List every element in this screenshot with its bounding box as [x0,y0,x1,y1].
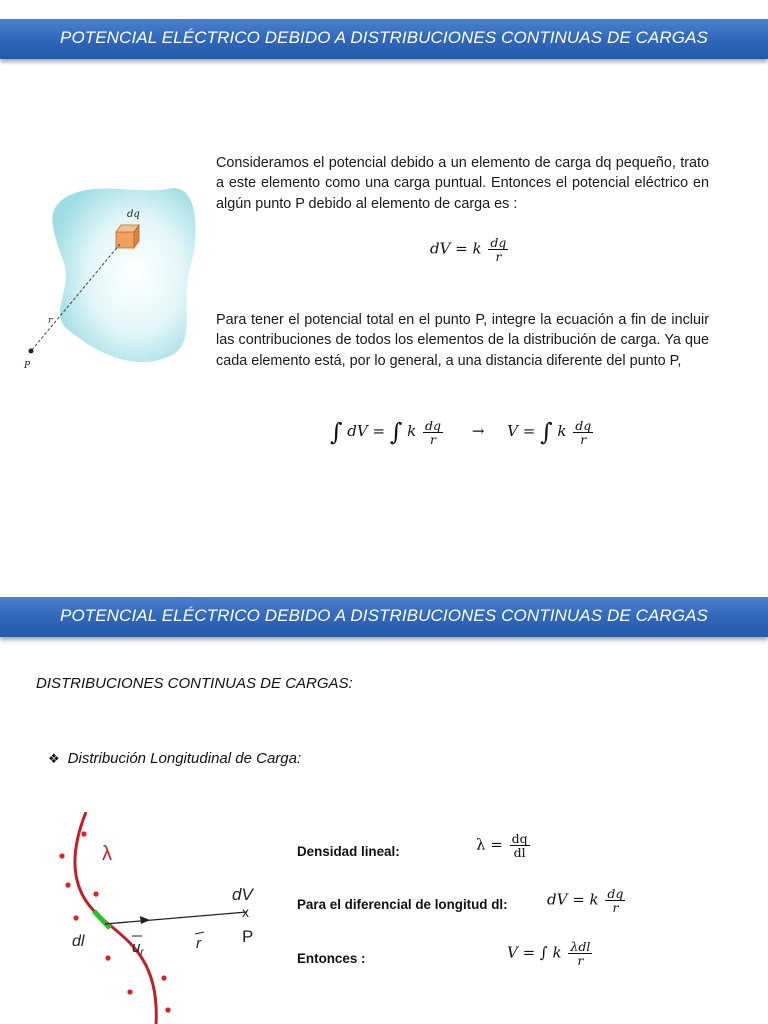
arrow-icon: → [471,422,485,440]
eq1-fraction [488,236,508,263]
row-1-label: Densidad lineal: [297,844,400,859]
ur-subscript: r [140,947,144,958]
eq2-k2: k [557,422,567,440]
dv-label: dV [232,885,253,904]
lambda-label: λ [102,843,112,865]
eq2-fraction-1 [423,419,443,446]
paragraph-2: Para tener el potencial total en el punto P, integre la ecuación a fin de incluir las contribuciones de todos los elementos de la distribución de carga. Ya que cada elemento está, por lo general, a una distancia diferente del punto P, [216,312,709,369]
eq2-den1: r [430,431,437,447]
dq-label: dq [127,209,140,220]
eq2-num2: dq [575,417,592,433]
slide1-title-banner [0,19,768,59]
slide2-heading: DISTRIBUCIONES CONTINUAS DE CARGAS: [36,675,353,692]
line-charge-figure [50,812,265,1024]
row-2-den: r [612,900,619,915]
integral-sign-3: ∫ [540,418,553,446]
eq2-rhs-expr: V = [507,422,541,440]
row-3-den: r [577,953,584,968]
x-mark: x [242,904,249,920]
eq2-left-expr: dV = [347,422,390,440]
p-label: P [24,361,31,371]
row-2-equation [547,887,627,914]
paragraph-1: Consideramos el potencial debido a un elemento de carga dq pequeño, trato a este elemento como una carga puntual. Entonces el potencial eléctrico en algún punto P debido al elemento de carga es : [216,155,709,212]
row-3-equation [507,940,594,967]
eq1-num: dq [490,235,507,250]
eq1-den: r [495,249,502,264]
slide1-title: POTENCIAL ELÉCTRICO DEBIDO A DISTRIBUCIONES CONTINUAS DE CARGAS [60,28,708,47]
eq2-num1: dq [425,417,442,433]
slide2-title: POTENCIAL ELÉCTRICO DEBIDO A DISTRIBUCIONES CONTINUAS DE CARGAS [60,606,708,625]
row-1-equation [476,832,532,859]
r-overarrow [195,932,204,934]
row-2-label: Para el diferencial de longitud dl: [297,897,508,912]
charge-region [52,188,195,362]
ur-text: u [132,939,141,956]
integral-sign-2: ∫ [389,418,403,446]
row-3-num: λdl [570,939,591,954]
ur-arrowhead [140,916,150,924]
slide2-title-banner [0,597,768,637]
eq2-k1: k [407,422,417,440]
eq1-lhs: dV = k [430,239,482,258]
eq2-fraction-2 [573,419,593,446]
p-point-label: P [242,927,254,946]
r-vector-label: r [196,935,201,952]
dl-segment [94,911,110,928]
ur-label [132,939,144,958]
row-3-fraction [568,940,592,967]
bullet-text: Distribución Longitudinal de Carga: [67,750,302,767]
row-1-den: dl [513,845,526,860]
row-2-fraction [605,887,625,914]
equation-integral [330,418,595,446]
row-3-label: Entonces : [297,951,366,966]
row-1-num: dq [511,831,528,846]
dl-label: dl [72,933,85,950]
r-vector-line [105,912,247,924]
equation-dv [430,236,510,263]
row-1-lhs: λ = [476,835,508,854]
eq2-den2: r [580,431,587,447]
bullet-item [48,750,301,767]
r-label: r [48,316,53,326]
row-1-fraction [510,832,530,859]
charge-blob-figure [20,178,205,378]
point-p [29,349,34,354]
row-3-lhs: V = ∫ k [507,943,562,962]
row-2-num: dq [607,886,624,901]
integral-sign-1: ∫ [330,418,343,446]
row-2-lhs: dV = k [547,890,599,909]
diamond-bullet-icon: ❖ [48,751,60,766]
